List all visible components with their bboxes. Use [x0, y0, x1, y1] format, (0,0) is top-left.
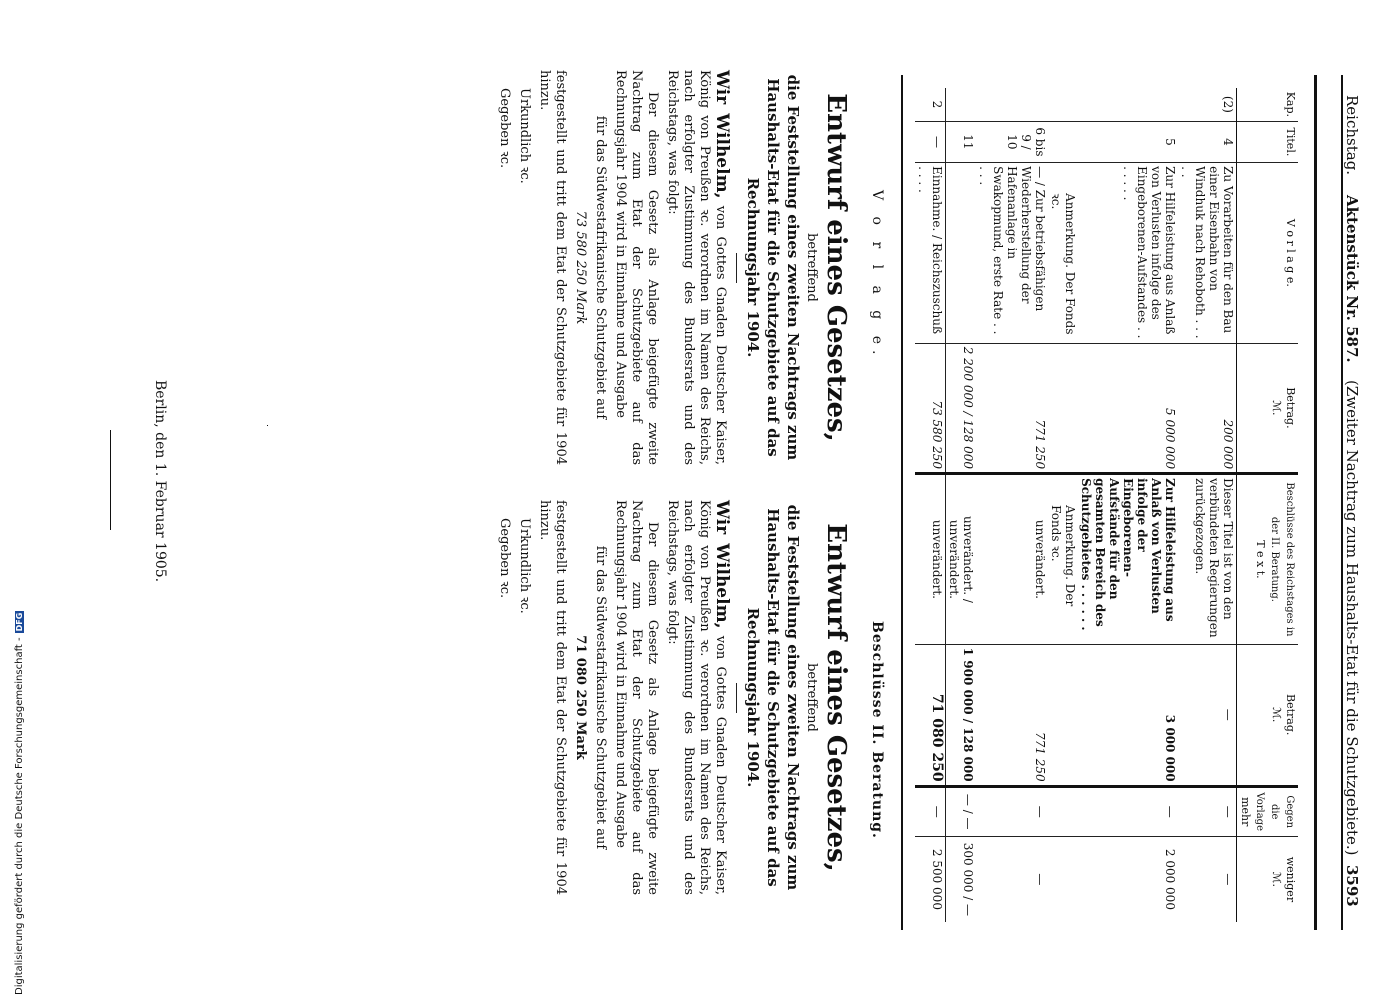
cell-titel: 6 bis 9 / 10 — [976, 121, 1048, 162]
right-p4: festgestellt und tritt dem Etat der Schutzgebiete für 1904 hinzu. — [537, 500, 568, 895]
cell-betrag: 2 200 000 / 128 000 — [946, 343, 977, 473]
left-p3: für das Südwestafrikanische Schutzgebiet auf — [593, 115, 608, 420]
table-row — [946, 88, 977, 922]
cell-text: Anmerkung. Der Fonds ꝛc. — [1048, 474, 1078, 645]
mark — [267, 425, 268, 426]
cell-mehr — [1048, 786, 1078, 836]
cell-vorlage: Zur Hilfeleistung aus Anlaß von Verlusten infolge des Eingeborenen-Aufstandes . . . . . . . — [1078, 163, 1178, 344]
left-wir: Wir Wilhelm, — [712, 70, 732, 199]
cell-betrag: 5 000 000 — [1078, 343, 1178, 473]
cell-betrag2 — [1048, 644, 1078, 786]
col-weniger: weniger ℳ. — [1237, 836, 1299, 922]
cell-text: unverändert. — [915, 474, 946, 645]
cell-text: Dieser Titel ist von den verbündeten Regierungen zurückgezogen. — [1178, 474, 1237, 645]
right-law-draft — [492, 500, 853, 895]
cell-titel: 11 — [946, 121, 977, 162]
left-section-title: V o r l a g e. — [869, 190, 885, 361]
col-text: Beschlüsse des Reichstages in der II. Beratung. T e x t. — [1237, 474, 1299, 645]
col-betrag: Betrag. ℳ. — [1237, 343, 1299, 473]
cell-kap — [1078, 88, 1178, 121]
table-row — [1078, 88, 1178, 922]
right-p3: für das Südwestafrikanische Schutzgebiet auf — [593, 545, 608, 850]
budget-table — [908, 88, 1298, 922]
cell-weniger — [1048, 836, 1078, 922]
table-row — [1048, 88, 1078, 922]
cell-kap — [1048, 88, 1078, 121]
cell-weniger: 300 000 / — — [946, 836, 977, 922]
cell-betrag: 73 580 250 — [915, 343, 946, 473]
left-betreffend: betreffend — [804, 233, 819, 302]
header-rule — [1341, 75, 1343, 930]
header-title: (Zweiter Nachtrag zum Haushalts-Etat für die Schutzgebiete.) — [1343, 380, 1361, 856]
right-p1: von Gottes Gnaden Deutscher Kaiser, König von Preußen ꝛc. verordnen im Namen des Reichs, nach erfolgter Zustimmung des Bundesrats und des Reichstags, was folgt: — [665, 500, 728, 896]
left-close2: Gegeben ꝛc. — [497, 88, 512, 169]
cell-vorlage: Einnahme. / Reichszuschuß . . . . — [915, 163, 946, 344]
cell-betrag2: — — [1178, 644, 1237, 786]
table-row — [1178, 88, 1237, 922]
cell-weniger: 2 500 000 — [915, 836, 946, 922]
cell-kap: 2 — [930, 100, 944, 109]
right-wir: Wir Wilhelm, — [712, 500, 732, 629]
cell-betrag — [1048, 343, 1078, 473]
table-row — [915, 88, 946, 922]
left-close1: Urkundlich ꝛc. — [517, 88, 532, 184]
cell-vorlage: — / Zur betriebsfähigen Wiederherstellung der Hafenanlage in Swakopmund, erste Rate . . . . . — [976, 163, 1048, 344]
right-betreffend: betreffend — [804, 663, 819, 732]
cell-mehr: — / — — [946, 786, 977, 836]
cell-mehr: — — [1078, 786, 1178, 836]
header-aktenstueck: Aktenstück Nr. 587. — [1343, 195, 1361, 363]
cell-betrag: 771 250 — [976, 343, 1048, 473]
col-mehr: Gegen die Vorlage mehr — [1237, 786, 1299, 836]
col-kap: Kap. — [1237, 88, 1299, 121]
cell-betrag2: 771 250 — [976, 644, 1048, 786]
cell-weniger: 2 000 000 — [1078, 836, 1178, 922]
cell-betrag2: 3 000 000 — [1078, 644, 1178, 786]
cell-titel: — — [915, 121, 946, 162]
right-law-title: Entwurf eines Gesetzes, — [821, 523, 851, 872]
right-separator — [736, 683, 737, 713]
credit-text: Digitalisierung gefördert durch die Deutsche Forschungsgemeinschaft - — [14, 637, 25, 995]
right-subject: die Feststellung eines zweiten Nachtrags zum Haushalts-Etat für die Schutzgebiete auf das Rechnungsjahr 1904. — [744, 504, 802, 891]
dfg-logo: DFG — [15, 612, 24, 632]
left-p1: von Gottes Gnaden Deutscher Kaiser, König von Preußen ꝛc. verordnen im Namen des Reichs, nach erfolgter Zustimmung des Bundesrats und des Reichstags, was folgt: — [665, 70, 728, 466]
table-top-rule — [1314, 75, 1317, 930]
cell-kap: (2) — [1221, 95, 1235, 113]
left-law-draft — [492, 70, 853, 465]
table-row — [976, 88, 1048, 922]
left-p4: festgestellt und tritt dem Etat der Schutzgebiete für 1904 hinzu. — [537, 70, 568, 465]
table-bottom-rule — [901, 75, 903, 930]
cell-text: unverändert. / unverändert. — [946, 474, 977, 645]
right-p2: Der diesem Gesetz als Anlage beigefügte zweite Nachtrag zum Etat der Schutzgebiete auf das Rechnungsjahr 1904 wird in Einnahme und Ausgabe — [613, 500, 660, 895]
cell-weniger: — — [976, 836, 1048, 922]
col-titel: Titel. — [1237, 121, 1299, 162]
cell-betrag2: 71 080 250 — [915, 644, 946, 786]
footer-date: Berlin, den 1. Februar 1905. — [152, 380, 168, 583]
credit-line — [14, 611, 25, 995]
cell-betrag2: 1 900 000 / 128 000 — [946, 644, 977, 786]
cell-vorlage — [946, 163, 977, 344]
cell-betrag: 200 000 — [1178, 343, 1237, 473]
right-section-title: Beschlüsse II. Beratung. — [869, 621, 885, 839]
credit-strip — [0, 0, 25, 1000]
footer-rule — [110, 430, 111, 530]
cell-vorlage: Anmerkung. Der Fonds ꝛc. — [1048, 163, 1078, 344]
right-amount: 71 080 250 Mark — [573, 635, 588, 760]
cell-titel: 5 — [1078, 121, 1178, 162]
left-amount: 73 580 250 Mark — [573, 210, 588, 325]
cell-mehr: — — [1178, 786, 1237, 836]
cell-kap — [976, 88, 1048, 121]
cell-mehr: — — [976, 786, 1048, 836]
cell-titel: 4 — [1178, 121, 1237, 162]
cell-kap — [946, 88, 977, 121]
cell-titel — [1048, 121, 1078, 162]
page-number: 3593 — [1343, 865, 1361, 907]
col-betrag2: Betrag. ℳ. — [1237, 644, 1299, 786]
cell-weniger: — — [1178, 836, 1237, 922]
right-close2: Gegeben ꝛc. — [497, 518, 512, 599]
col-vorlage: V o r l a g e. — [1237, 163, 1299, 344]
cell-vorlage: Zu Vorarbeiten für den Bau einer Eisenbahn von Windhuk nach Rehoboth . . . . . — [1178, 163, 1237, 344]
left-law-title: Entwurf eines Gesetzes, — [821, 93, 851, 442]
cell-mehr: — — [915, 786, 946, 836]
header-reichstag: Reichstag. — [1343, 95, 1361, 176]
right-close1: Urkundlich ꝛc. — [517, 518, 532, 614]
left-p2: Der diesem Gesetz als Anlage beigefügte zweite Nachtrag zum Etat der Schutzgebiete auf das Rechnungsjahr 1904 wird in Einnahme und Ausgabe — [613, 70, 660, 465]
left-separator — [736, 253, 737, 283]
cell-text: unverändert. — [976, 474, 1048, 645]
left-subject: die Feststellung eines zweiten Nachtrags zum Haushalts-Etat für die Schutzgebiete auf das Rechnungsjahr 1904. — [744, 74, 802, 461]
cell-text: Zur Hilfeleistung aus Anlaß von Verlusten infolge der Eingeborenen-Aufstände für den gesamten Bereich des Schutzgebietes . . . . . . — [1078, 474, 1178, 645]
